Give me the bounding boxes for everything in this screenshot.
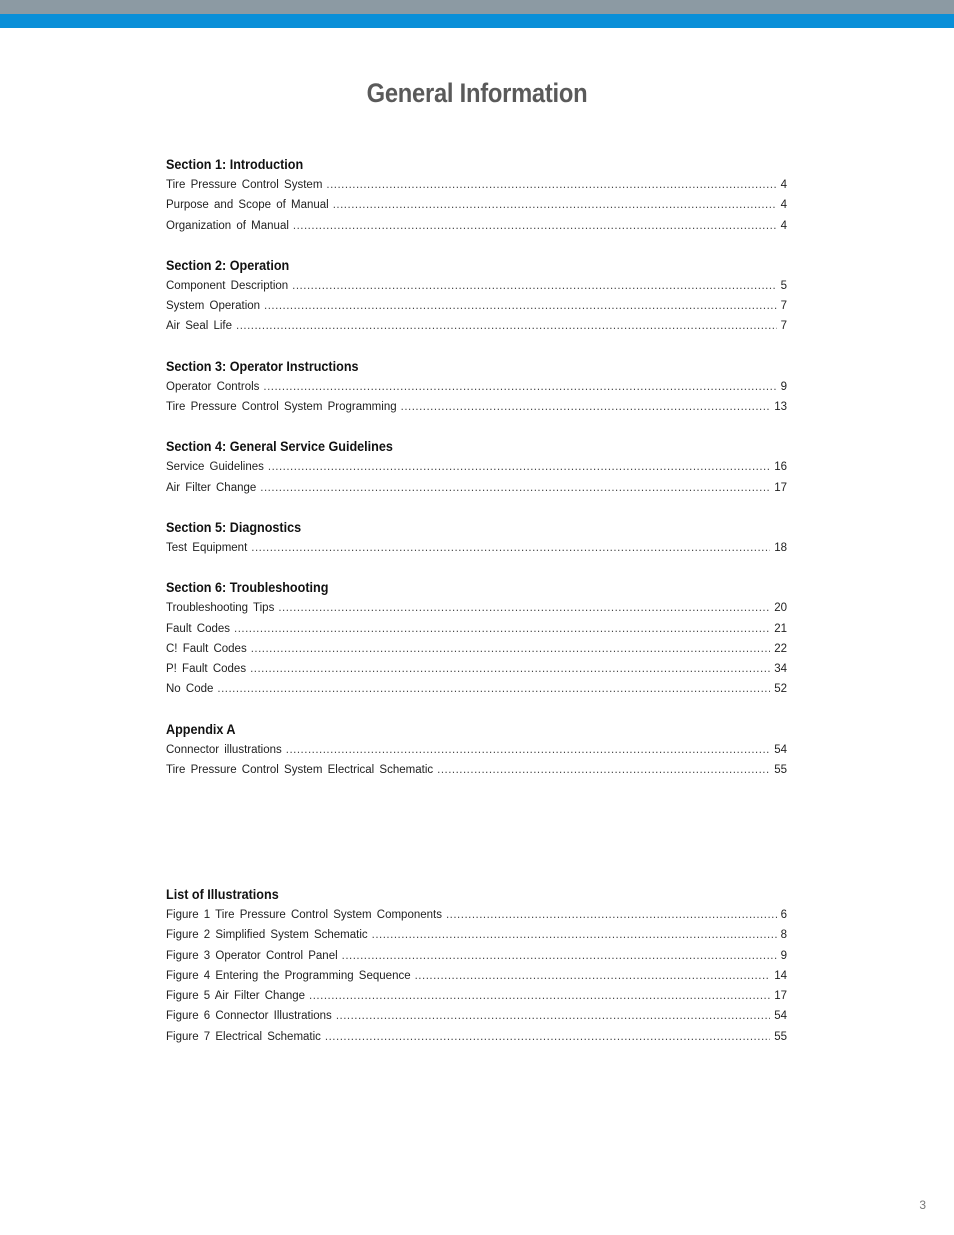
toc-entry-label: Air Filter Change — [166, 481, 257, 494]
toc-entry-label: Figure 7 Electrical Schematic — [166, 1030, 321, 1043]
section-heading: Section 5: Diagnostics — [166, 518, 302, 535]
dot-leader — [234, 619, 770, 639]
toc-entry-label: Operator Controls — [166, 380, 260, 393]
toc-entry[interactable] — [166, 538, 787, 558]
toc-entry-page: 16 — [774, 461, 787, 474]
toc-entry-label: Figure 4 Entering the Programming Sequence — [166, 969, 411, 982]
dot-leader — [278, 598, 770, 618]
toc-entry[interactable] — [166, 925, 787, 945]
section-spacer — [166, 417, 787, 437]
toc-entry[interactable] — [166, 216, 787, 236]
header-blue-bar — [0, 14, 954, 28]
toc-entry[interactable] — [166, 377, 787, 397]
toc-entry-label: Figure 3 Operator Control Panel — [166, 949, 338, 962]
toc-entry[interactable] — [166, 946, 787, 966]
toc-entry-page: 8 — [780, 929, 787, 942]
toc-entry-label: Connector illustrations — [166, 743, 282, 756]
toc-entry-page: 17 — [774, 990, 787, 1003]
section-heading: Section 3: Operator Instructions — [166, 357, 359, 374]
toc-entry-label: Figure 6 Connector Illustrations — [166, 1010, 332, 1023]
toc-entry[interactable] — [166, 397, 787, 417]
toc-entry[interactable] — [166, 316, 787, 336]
dot-leader — [293, 216, 777, 236]
toc-entry[interactable] — [166, 478, 787, 498]
toc-entry[interactable] — [166, 195, 787, 215]
toc-section — [166, 357, 787, 418]
toc-entry-page: 4 — [780, 219, 787, 232]
toc-entry[interactable] — [166, 598, 787, 618]
list-of-illustrations — [166, 885, 787, 1047]
toc-entry-label: Troubleshooting Tips — [166, 602, 275, 615]
toc-entry-label: Organization of Manual — [166, 219, 289, 232]
toc-entry-page: 34 — [774, 663, 787, 676]
toc-entry[interactable] — [166, 986, 787, 1006]
dot-leader — [333, 195, 777, 215]
dot-leader — [268, 457, 770, 477]
toc-entry-label: Tire Pressure Control System Electrical Schematic — [166, 764, 434, 777]
toc-entry[interactable] — [166, 1027, 787, 1047]
page-title: General Information — [366, 78, 588, 108]
toc-entry[interactable] — [166, 457, 787, 477]
toc-entry-page: 4 — [780, 199, 787, 212]
dot-leader — [372, 925, 777, 945]
section-spacer — [166, 236, 787, 256]
dot-leader — [309, 986, 770, 1006]
dot-leader — [446, 905, 777, 925]
page-number: 3 — [919, 1198, 926, 1212]
dot-leader — [263, 377, 776, 397]
toc-entry-label: Service Guidelines — [166, 461, 264, 474]
section-heading: Section 2: Operation — [166, 256, 290, 273]
toc-entry-page: 7 — [780, 320, 787, 333]
toc-section — [166, 256, 787, 337]
dot-leader — [286, 740, 770, 760]
toc-entry-label: Tire Pressure Control System Programming — [166, 401, 397, 414]
dot-leader — [251, 538, 770, 558]
toc-entry-page: 7 — [780, 300, 787, 313]
toc-entry[interactable] — [166, 966, 787, 986]
toc-entry-label: Tire Pressure Control System — [166, 179, 323, 191]
header-gray-bar — [0, 0, 954, 14]
toc-entry[interactable] — [166, 296, 787, 316]
dot-leader — [415, 966, 771, 986]
table-of-contents — [166, 155, 787, 780]
toc-entry[interactable] — [166, 1006, 787, 1026]
toc-entry-label: No Code — [166, 683, 214, 696]
dot-leader — [342, 946, 777, 966]
toc-section — [166, 518, 787, 558]
toc-entry-label: Air Seal Life — [166, 320, 233, 333]
toc-entry[interactable] — [166, 760, 787, 780]
dot-leader — [336, 1006, 770, 1026]
toc-entry-page: 54 — [774, 1010, 787, 1023]
toc-entry-page: 17 — [774, 481, 787, 494]
toc-entry[interactable] — [166, 679, 787, 699]
dot-leader — [264, 296, 777, 316]
toc-section — [166, 720, 787, 781]
toc-entry-page: 9 — [780, 949, 787, 962]
toc-entry-label: C! Fault Codes — [166, 642, 247, 655]
toc-entry[interactable] — [166, 905, 787, 925]
toc-entry-page: 14 — [774, 969, 787, 982]
toc-entry-label: Test Equipment — [166, 541, 248, 554]
toc-entry-label: Figure 2 Simplified System Schematic — [166, 929, 368, 942]
toc-section — [166, 155, 787, 236]
dot-leader — [292, 276, 776, 296]
section-spacer — [166, 337, 787, 357]
toc-entry-label: System Operation — [166, 300, 261, 313]
dot-leader — [217, 679, 770, 699]
dot-leader — [250, 659, 770, 679]
toc-entry-page: 18 — [774, 541, 787, 554]
toc-entry[interactable] — [166, 740, 787, 760]
dot-leader — [260, 478, 770, 498]
toc-entry-page: 20 — [774, 602, 787, 615]
toc-entry-page: 4 — [780, 179, 787, 191]
dot-leader — [236, 316, 777, 336]
dot-leader — [325, 1027, 770, 1047]
toc-entry-label: Figure 5 Air Filter Change — [166, 990, 306, 1003]
section-heading: Section 6: Troubleshooting — [166, 579, 329, 596]
toc-entry-page: 6 — [780, 909, 787, 921]
toc-entry-label: P! Fault Codes — [166, 663, 247, 676]
section-heading: Section 4: General Service Guidelines — [166, 438, 393, 455]
dot-leader — [326, 175, 776, 195]
section-heading: Appendix A — [166, 720, 236, 737]
toc-entry-page: 22 — [774, 642, 787, 655]
toc-entry-label: Figure 1 Tire Pressure Control System Components — [166, 909, 442, 921]
dot-leader — [437, 760, 770, 780]
toc-entry-page: 5 — [780, 279, 787, 292]
dot-leader — [251, 639, 771, 659]
toc-entry-page: 55 — [774, 764, 787, 777]
toc-entry[interactable] — [166, 276, 787, 296]
toc-section — [166, 437, 787, 498]
section-heading: Section 1: Introduction — [166, 156, 304, 172]
toc-entry-page: 52 — [774, 683, 787, 696]
section-spacer — [166, 558, 787, 578]
section-spacer — [166, 498, 787, 518]
toc-entry[interactable] — [166, 639, 787, 659]
toc-entry-page: 13 — [774, 401, 787, 414]
toc-entry-page: 21 — [774, 622, 787, 635]
toc-entry-page: 54 — [774, 743, 787, 756]
toc-entry[interactable] — [166, 659, 787, 679]
toc-entry-label: Purpose and Scope of Manual — [166, 199, 329, 212]
toc-entry-page: 55 — [774, 1030, 787, 1043]
dot-leader — [401, 397, 771, 417]
toc-section — [166, 578, 787, 699]
toc-entry-label: Fault Codes — [166, 622, 231, 635]
section-spacer — [166, 700, 787, 720]
toc-entry-label: Component Description — [166, 279, 289, 292]
toc-entry-page: 9 — [780, 380, 787, 393]
section-heading: List of Illustrations — [166, 886, 279, 902]
toc-entry[interactable] — [166, 175, 787, 195]
toc-entry[interactable] — [166, 619, 787, 639]
